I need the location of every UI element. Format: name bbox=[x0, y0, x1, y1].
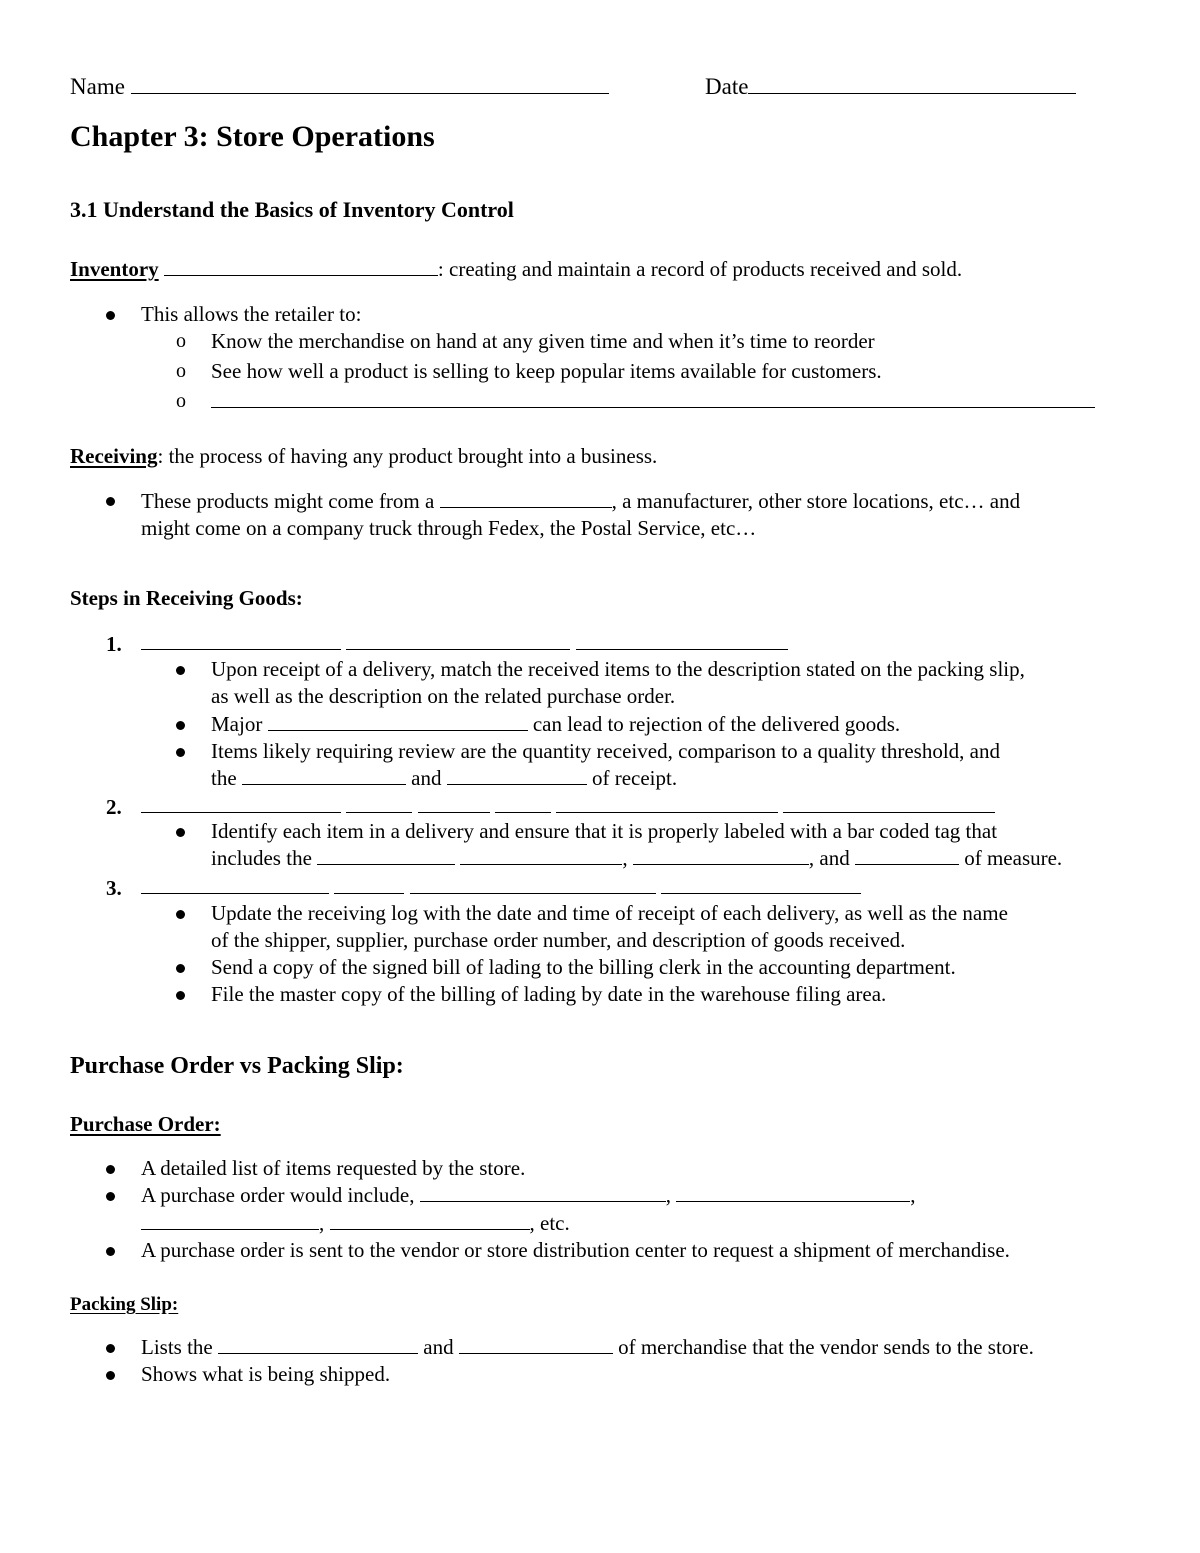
name-label: Name bbox=[70, 74, 125, 99]
receiving-bullet bbox=[141, 489, 1020, 514]
step1-b3-text-b: of receipt. bbox=[591, 766, 678, 790]
inventory-intro: This allows the retailer to: bbox=[141, 302, 362, 326]
po-comma-3: , bbox=[319, 1211, 325, 1235]
step1-blank-3[interactable] bbox=[576, 631, 788, 650]
inventory-definition bbox=[70, 257, 962, 282]
step3-blank-3[interactable] bbox=[410, 875, 656, 894]
step2-blank-5[interactable] bbox=[556, 794, 778, 813]
ps-b1-and: and bbox=[423, 1335, 454, 1359]
chapter-title: Chapter 3: Store Operations bbox=[70, 120, 435, 153]
date-blank[interactable] bbox=[748, 75, 1076, 94]
inventory-subpoint-3-line bbox=[211, 389, 1095, 414]
bullet-icon bbox=[176, 721, 185, 730]
section-title: 3.1 Understand the Basics of Inventory Control bbox=[70, 197, 514, 222]
po-bullet-2 bbox=[141, 1183, 916, 1208]
step3-bullet-1: Update the receiving log with the date and time of receipt of each delivery, as well as the name bbox=[211, 901, 1008, 925]
step1-blank-4[interactable] bbox=[242, 766, 406, 785]
step1-bullet-3-cont bbox=[211, 766, 677, 791]
step2-comma-2: , and bbox=[808, 846, 850, 870]
name-blank[interactable] bbox=[131, 75, 609, 94]
step1-b3-and: and bbox=[411, 766, 442, 790]
circle-bullet-icon: o bbox=[176, 360, 186, 382]
bullet-icon bbox=[176, 748, 185, 757]
date-line bbox=[705, 74, 1076, 100]
step1-major-blank[interactable] bbox=[268, 712, 528, 731]
receiving-source-blank[interactable] bbox=[440, 489, 612, 508]
step3-bullet-2: Send a copy of the signed bill of lading to the billing clerk in the accounting department. bbox=[211, 955, 956, 979]
name-line bbox=[70, 74, 609, 100]
step1-blank-2[interactable] bbox=[346, 631, 570, 650]
po-comma-1: , bbox=[665, 1183, 672, 1207]
bullet-icon bbox=[176, 991, 185, 1000]
step-number-1: 1. bbox=[106, 632, 122, 656]
step1-b3-text-a: the bbox=[211, 766, 237, 790]
bullet-icon bbox=[106, 1165, 115, 1174]
step2-comma-1: , bbox=[622, 846, 628, 870]
step1-bullet-1: Upon receipt of a delivery, match the received items to the description stated on the packing slip, bbox=[211, 657, 1025, 681]
step2-blank-7[interactable] bbox=[317, 846, 455, 865]
po-bullet-1: A detailed list of items requested by the store. bbox=[141, 1156, 526, 1180]
step2-blank-6[interactable] bbox=[783, 794, 995, 813]
bullet-icon bbox=[106, 311, 115, 320]
step1-blank-1[interactable] bbox=[141, 631, 341, 650]
bullet-icon bbox=[106, 1247, 115, 1256]
bullet-icon bbox=[176, 964, 185, 973]
po-etc: , etc. bbox=[529, 1211, 570, 1235]
step1-heading-blanks bbox=[141, 631, 788, 656]
step2-b1-text-a: includes the bbox=[211, 846, 312, 870]
po-title-text: Purchase Order: bbox=[70, 1112, 221, 1136]
ps-blank-2[interactable] bbox=[459, 1335, 613, 1354]
receiving-term: Receiving bbox=[70, 444, 158, 468]
step2-blank-2[interactable] bbox=[346, 794, 412, 813]
step3-blank-4[interactable] bbox=[661, 875, 861, 894]
inventory-subpoint-2: See how well a product is selling to keep popular items available for customers. bbox=[211, 359, 882, 383]
ps-bullet-1 bbox=[141, 1335, 1034, 1360]
step3-heading-blanks bbox=[141, 875, 861, 900]
date-label: Date bbox=[705, 74, 749, 99]
step2-blank-8[interactable] bbox=[460, 846, 622, 865]
ps-b1-text-a: Lists the bbox=[141, 1335, 213, 1359]
bullet-icon bbox=[106, 1344, 115, 1353]
step1-blank-5[interactable] bbox=[447, 766, 587, 785]
receiving-bullet-text-a: These products might come from a bbox=[141, 489, 435, 513]
ps-title-text: Packing Slip: bbox=[70, 1294, 179, 1315]
inventory-def-text: : creating and maintain a record of products received and sold. bbox=[437, 257, 963, 281]
po-vs-ps-title: Purchase Order vs Packing Slip: bbox=[70, 1053, 404, 1079]
step3-bullet-3: File the master copy of the billing of lading by date in the warehouse filing area. bbox=[211, 982, 887, 1006]
step1-b2-text-b: can lead to rejection of the delivered goods. bbox=[532, 712, 901, 736]
step-number-3: 3. bbox=[106, 876, 122, 900]
step-number-2: 2. bbox=[106, 795, 122, 819]
bullet-icon bbox=[176, 666, 185, 675]
po-comma-2: , bbox=[910, 1183, 916, 1207]
step3-blank-1[interactable] bbox=[141, 875, 329, 894]
circle-bullet-icon: o bbox=[176, 330, 186, 352]
bullet-icon bbox=[106, 497, 115, 506]
step1-bullet-2 bbox=[211, 712, 900, 737]
step3-blank-2[interactable] bbox=[334, 875, 404, 894]
step1-bullet-1-cont: as well as the description on the related purchase order. bbox=[211, 684, 676, 708]
bullet-icon bbox=[176, 828, 185, 837]
step2-blank-9[interactable] bbox=[633, 846, 809, 865]
step3-bullet-1-cont: of the shipper, supplier, purchase order number, and description of goods received. bbox=[211, 928, 906, 952]
inventory-term: Inventory bbox=[70, 257, 159, 281]
po-bullet-3: A purchase order is sent to the vendor or store distribution center to request a shipment of merchandise. bbox=[141, 1238, 1010, 1262]
receiving-bullet-text-b: , a manufacturer, other store locations, etc… and bbox=[611, 489, 1021, 513]
bullet-icon bbox=[106, 1192, 115, 1201]
po-blank-3[interactable] bbox=[141, 1211, 319, 1230]
po-blank-1[interactable] bbox=[420, 1183, 666, 1202]
receiving-definition bbox=[70, 444, 657, 469]
step2-heading-blanks bbox=[141, 794, 995, 819]
step1-bullet-3: Items likely requiring review are the quantity received, comparison to a quality threshold, and bbox=[211, 739, 1000, 763]
ps-title bbox=[70, 1294, 178, 1316]
step2-blank-10[interactable] bbox=[855, 846, 959, 865]
step2-b1-end: of measure. bbox=[964, 846, 1063, 870]
inventory-subpoint-blank[interactable] bbox=[211, 389, 1095, 408]
step1-b2-text-a: Major bbox=[211, 712, 263, 736]
inventory-subpoint-1: Know the merchandise on hand at any given time and when it’s time to reorder bbox=[211, 329, 875, 353]
ps-blank-1[interactable] bbox=[218, 1335, 418, 1354]
steps-title: Steps in Receiving Goods: bbox=[70, 586, 303, 610]
receiving-def-text: : the process of having any product brought into a business. bbox=[157, 444, 658, 468]
receiving-bullet-cont: might come on a company truck through Fedex, the Postal Service, etc… bbox=[141, 516, 757, 540]
po-bullet-2-cont bbox=[141, 1211, 570, 1236]
step2-blank-3[interactable] bbox=[418, 794, 490, 813]
bullet-icon bbox=[176, 910, 185, 919]
step2-bullet-1: Identify each item in a delivery and ensure that it is properly labeled with a bar coded tag that bbox=[211, 819, 998, 843]
circle-bullet-icon: o bbox=[176, 390, 186, 412]
ps-b1-text-b: of merchandise that the vendor sends to the store. bbox=[618, 1335, 1034, 1359]
po-b2-text: A purchase order would include, bbox=[141, 1183, 415, 1207]
ps-bullet-2: Shows what is being shipped. bbox=[141, 1362, 391, 1386]
bullet-icon bbox=[106, 1371, 115, 1380]
po-blank-4[interactable] bbox=[330, 1211, 530, 1230]
step2-bullet-1-cont bbox=[211, 846, 1062, 871]
po-title bbox=[70, 1112, 221, 1137]
step2-blank-4[interactable] bbox=[495, 794, 551, 813]
inventory-blank[interactable] bbox=[164, 257, 438, 276]
po-blank-2[interactable] bbox=[676, 1183, 910, 1202]
step2-blank-1[interactable] bbox=[141, 794, 341, 813]
